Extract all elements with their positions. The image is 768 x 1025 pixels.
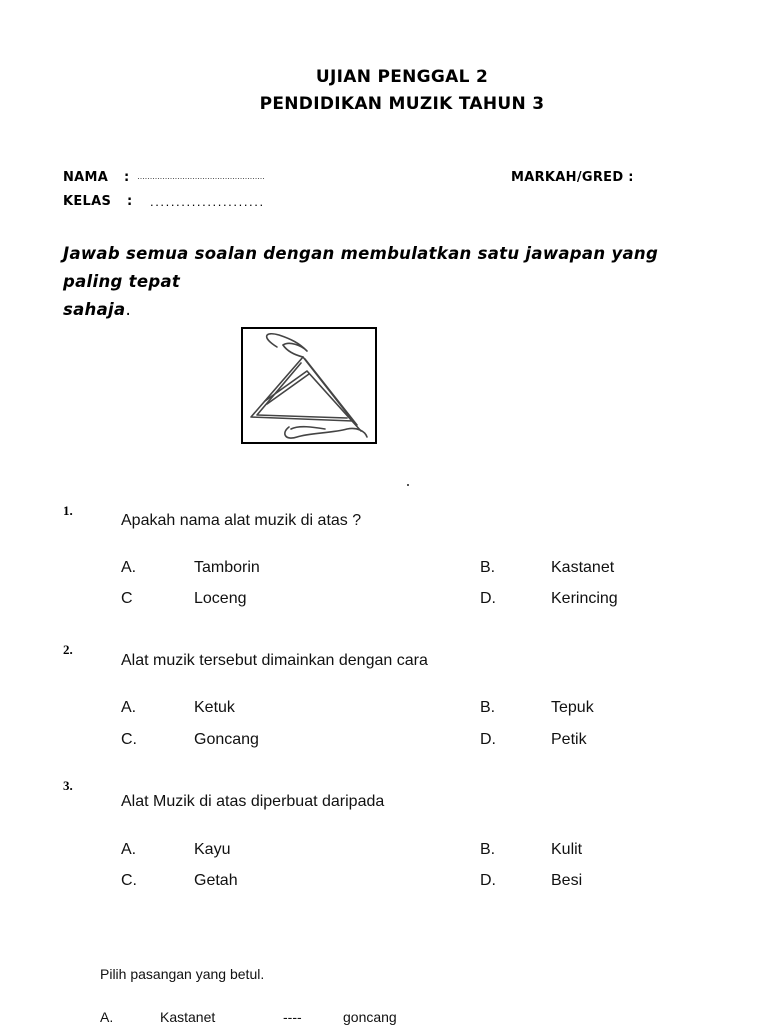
pairing-instruction: Pilih pasangan yang betul. xyxy=(100,966,265,982)
question-1-option-a[interactable]: Tamborin xyxy=(194,559,260,576)
instruction xyxy=(63,240,703,324)
instruction-line-1: Jawab semua soalan dengan membulatkan satu jawapan yang paling tepat xyxy=(63,244,659,291)
question-1-option-c-letter[interactable]: C xyxy=(121,590,133,607)
question-3-option-b[interactable]: Kulit xyxy=(551,841,583,858)
question-3-option-a[interactable]: Kayu xyxy=(194,841,231,858)
instruction-line-2 xyxy=(63,296,703,324)
question-2-option-d[interactable]: Petik xyxy=(551,731,587,748)
question-3-option-d[interactable]: Besi xyxy=(551,872,583,889)
markah-gred-label: MARKAH/GRED : xyxy=(511,170,634,185)
question-2-option-b[interactable]: Tepuk xyxy=(551,699,594,716)
pairing-option-a-letter[interactable]: A. xyxy=(100,1009,114,1025)
question-2-number: 2. xyxy=(63,642,73,657)
triangle-instrument-icon xyxy=(243,329,375,442)
question-1-option-b-letter[interactable]: B. xyxy=(480,559,496,576)
pairing-instrument: Kastanet xyxy=(160,1009,216,1025)
nama-field[interactable]: …………………………………………… xyxy=(137,172,265,181)
question-3-text: Alat Muzik di atas diperbuat daripada xyxy=(121,793,385,810)
question-2-option-c-letter[interactable]: C. xyxy=(121,731,137,748)
question-2-option-c[interactable]: Goncang xyxy=(194,731,259,748)
instruction-period: . xyxy=(125,300,131,319)
question-1-option-a-letter[interactable]: A. xyxy=(121,559,137,576)
question-2-option-b-letter[interactable]: B. xyxy=(480,699,496,716)
question-1-option-b[interactable]: Kastanet xyxy=(551,559,615,576)
pairing-dash: ---- xyxy=(283,1009,302,1025)
question-3-option-c-letter[interactable]: C. xyxy=(121,872,137,889)
question-2-option-a[interactable]: Ketuk xyxy=(194,699,235,716)
nama-separator: : xyxy=(124,170,130,185)
question-3-option-a-letter[interactable]: A. xyxy=(121,841,137,858)
triangle-figure xyxy=(241,327,377,444)
question-3-number: 3. xyxy=(63,778,73,793)
nama-label: NAMA xyxy=(63,170,109,185)
question-1-option-d[interactable]: Kerincing xyxy=(551,590,618,607)
kelas-label: KELAS xyxy=(63,194,112,209)
question-1-option-d-letter[interactable]: D. xyxy=(480,590,496,607)
stray-mark xyxy=(407,484,409,486)
exam-title: UJIAN PENGGAL 2 xyxy=(315,67,489,87)
question-3-option-d-letter[interactable]: D. xyxy=(480,872,496,889)
question-2-text: Alat muzik tersebut dimainkan dengan cara xyxy=(121,652,428,669)
pairing-method: goncang xyxy=(343,1009,397,1025)
question-1-option-c[interactable]: Loceng xyxy=(194,590,247,607)
question-3-option-c[interactable]: Getah xyxy=(194,872,238,889)
question-1-number: 1. xyxy=(63,503,73,518)
instruction-line-2-text: sahaja xyxy=(63,300,126,319)
question-1-text: Apakah nama alat muzik di atas ? xyxy=(121,512,362,529)
question-2-option-a-letter[interactable]: A. xyxy=(121,699,137,716)
subject-title: PENDIDIKAN MUZIK TAHUN 3 xyxy=(259,94,545,114)
kelas-separator: : xyxy=(127,194,133,209)
kelas-field[interactable]: ...................... xyxy=(150,194,265,209)
question-3-option-b-letter[interactable]: B. xyxy=(480,841,496,858)
question-2-option-d-letter[interactable]: D. xyxy=(480,731,496,748)
